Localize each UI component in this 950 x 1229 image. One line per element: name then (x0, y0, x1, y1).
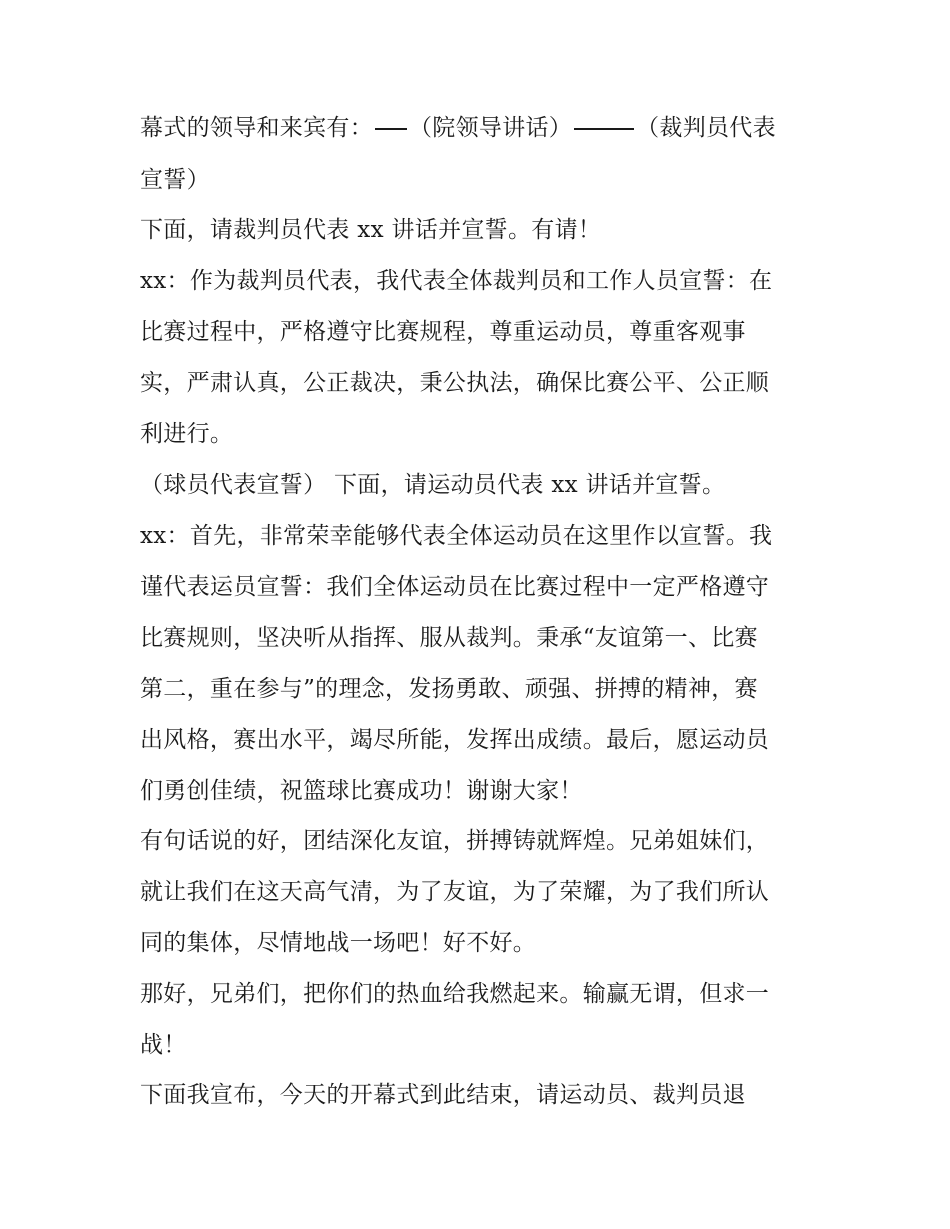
text-line-4: xx：作为裁判员代表，我代表全体裁判员和工作人员宣誓：在 (140, 268, 773, 294)
text-line-14: 们勇创佳绩，祝篮球比赛成功！谢谢大家！ (140, 778, 583, 804)
text-line-6: 实，严肃认真，公正裁决，秉公执法，确保比赛公平、公正顺 (140, 370, 770, 396)
text-line-7: 利进行。 (140, 421, 234, 447)
text-line-19: 战！ (140, 1032, 187, 1058)
text-line-5: 比赛过程中，严格遵守比赛规程，尊重运动员，尊重客观事 (140, 319, 746, 345)
text-line-13: 出风格，赛出水平，竭尽所能，发挥出成绩。最后，愿运动员 (140, 727, 770, 753)
text-line-1-middle: （院领导讲话） (409, 115, 573, 141)
text-line-15: 有句话说的好，团结深化友谊，拼搏铸就辉煌。兄弟姐妹们， (140, 828, 770, 854)
text-line-16: 就让我们在这天高气清，为了友谊，为了荣耀，为了我们所认 (140, 879, 770, 905)
text-line-9: xx：首先，非常荣幸能够代表全体运动员在这里作以宣誓。我 (140, 523, 773, 549)
text-line-10: 谨代表运员宣誓：我们全体运动员在比赛过程中一定严格遵守 (140, 574, 770, 600)
dash-separator (375, 128, 407, 130)
text-line-20: 下面我宣布，今天的开幕式到此结束，请运动员、裁判员退 (140, 1082, 746, 1108)
text-line-2: 宣誓） (140, 167, 210, 193)
text-line-17: 同的集体，尽情地战一场吧！好不好。 (140, 930, 537, 956)
text-line-3: 下面，请裁判员代表 xx 讲话并宣誓。有请！ (140, 217, 602, 243)
dash-separator (574, 128, 634, 130)
text-line-18: 那好，兄弟们，把你们的热血给我燃起来。输赢无谓，但求一 (140, 981, 770, 1007)
text-line-1-start: 幕式的领导和来宾有： (140, 115, 373, 141)
text-line-8: （球员代表宣誓） 下面，请运动员代表 xx 讲话并宣誓。 (140, 472, 726, 498)
text-line-11: 比赛规则，坚决听从指挥、服从裁判。秉承“友谊第一、比赛 (140, 625, 758, 651)
text-line-1 (140, 113, 820, 143)
text-line-12: 第二，重在参与”的理念，发扬勇敢、顽强、拼搏的精神，赛 (140, 676, 758, 702)
text-line-1-end: （裁判员代表 (636, 115, 776, 141)
